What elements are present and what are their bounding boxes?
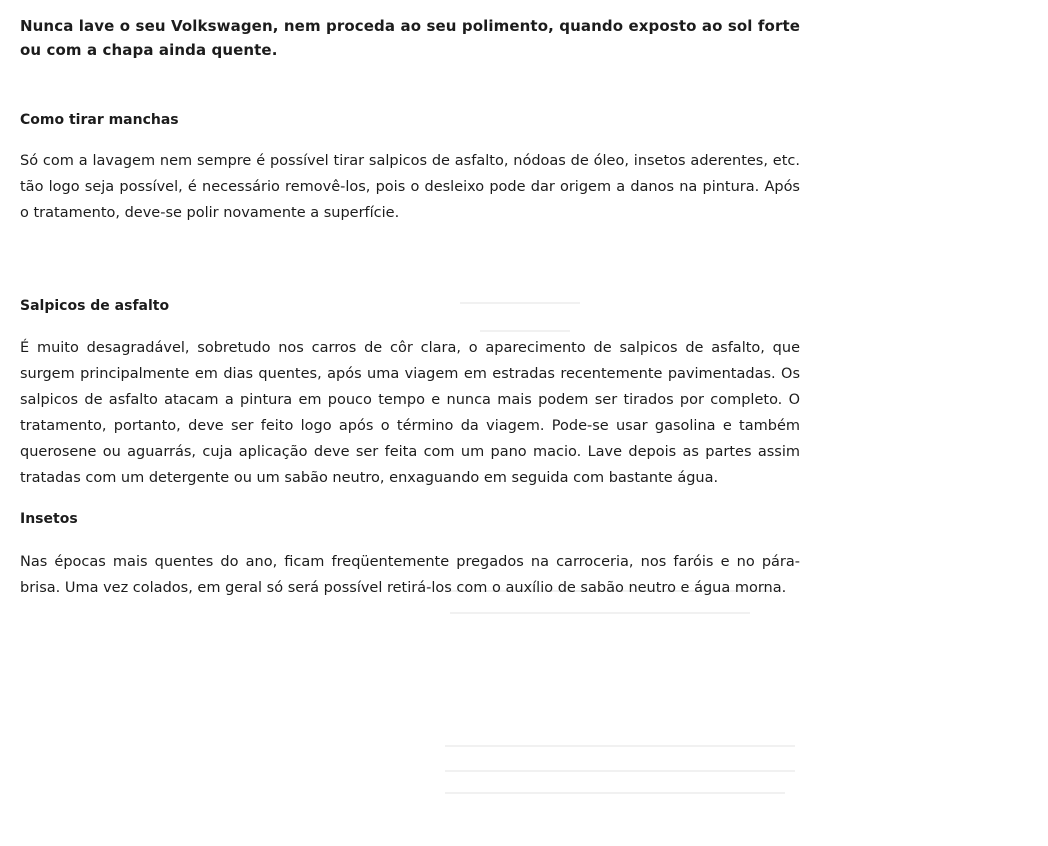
show-through-mark (445, 792, 785, 794)
show-through-mark (445, 770, 795, 772)
warning-notice: Nunca lave o seu Volkswagen, nem proceda ao seu polimento, quando exposto ao sol forte ou com a chapa ainda quente. (20, 17, 800, 59)
section-body-como-tirar-manchas: Só com a lavagem nem sempre é possível tirar salpicos de asfalto, nódoas de óleo, insetos aderentes, etc. tão logo seja possível, é necessário removê-los, pois o desleixo pode dar origem a danos na pintura. Após o tratamento, deve-se polir novamente a superfície. (20, 153, 800, 221)
section-body-salpicos-de-asfalto: É muito desagradável, sobretudo nos carros de côr clara, o aparecimento de salpicos de asfalto, que surgem principalmente em dias quentes, após uma viagem em estradas recentemente pavimentadas. Os salpicos de asfalto atacam a pintura em pouco tempo e nunca mais podem ser tirados por completo. O tratamento, portanto, deve ser feito logo após o término da viagem. Pode-se usar gasolina e também querosene ou aguarrás, cuja aplicação deve ser feita com um pano macio. Lave depois as partes assim tratadas com um detergente ou um sabão neutro, enxaguando em seguida com bastante água. (20, 340, 800, 486)
document-page (20, 14, 800, 601)
show-through-mark (450, 612, 750, 614)
show-through-mark (445, 745, 795, 747)
section-title-insetos: Insetos (20, 511, 78, 527)
section-title-salpicos-de-asfalto: Salpicos de asfalto (20, 298, 170, 314)
section-title-como-tirar-manchas: Como tirar manchas (20, 112, 179, 128)
section-body-insetos: Nas épocas mais quentes do ano, ficam freqüentemente pregados na carroceria, nos faróis e no pára-brisa. Uma vez colados, em geral só será possível retirá-los com o auxílio de sabão neutro e água morna. (20, 554, 800, 596)
